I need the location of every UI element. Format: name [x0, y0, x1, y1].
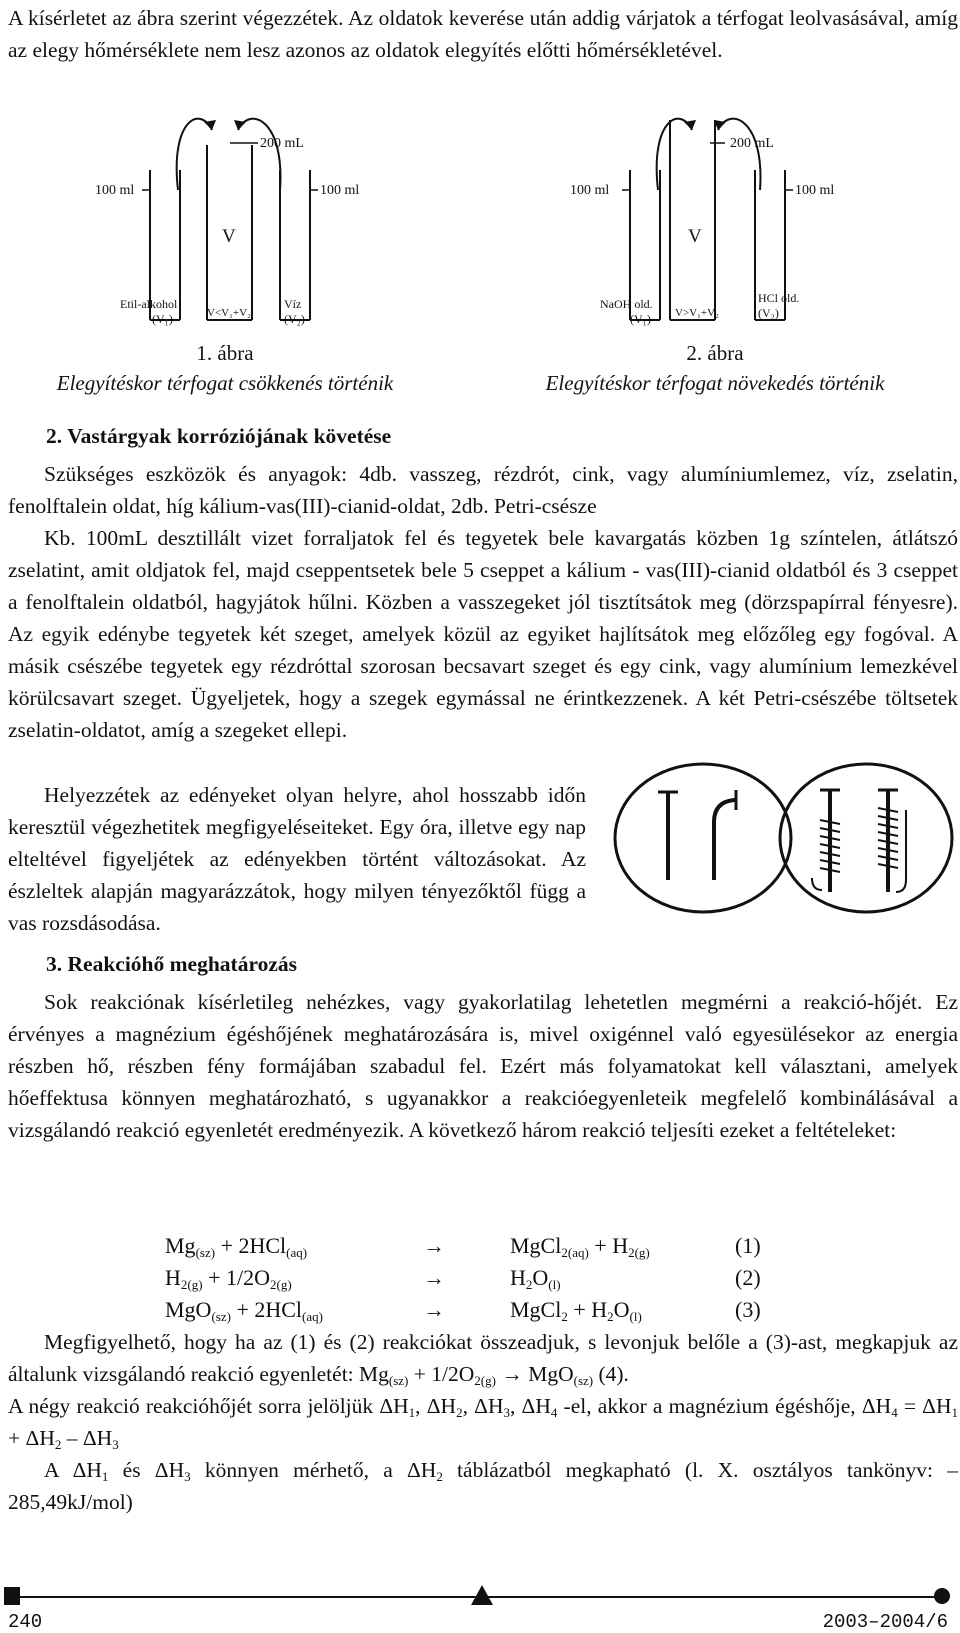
petri-dish-right [780, 764, 952, 912]
zinc-wrapped-nail [878, 790, 906, 892]
eq2-arrow: → [423, 1265, 445, 1290]
eq1-arrow: → [423, 1233, 445, 1258]
pour-arrow-left [657, 119, 692, 190]
eq3-rhs: MgCl$_2$ + $H_2O_{(l)}$ [510, 1297, 642, 1324]
fig2-bottom-right-1: HCl old. [758, 291, 800, 305]
petri-dish-left [615, 764, 791, 912]
fig2-caption-text: Elegyítéskor térfogat növekedés történik [545, 371, 885, 395]
fig2-bottom-left-1: NaOH old. [600, 297, 653, 311]
fig1-top-label: 200 mL [260, 136, 304, 151]
eq3-number: (3) [735, 1297, 761, 1322]
figure-1-diagram [80, 110, 410, 340]
fig2-left-label: 100 ml [570, 183, 610, 198]
fig1-bottom-left-1: Etil-alkohol [120, 297, 178, 311]
footer-square-left [4, 1587, 20, 1605]
figure-2-diagram [560, 110, 890, 340]
eq1-lhs: $Mg_{(sz)} + 2HCl_{(aq)}$ [165, 1233, 308, 1260]
section-2-para-3: Helyezzétek az edényeket olyan helyre, ahol hosszabb időn keresztül végezhetitek megfigyeléseiteket. Egy óra, illetve egy nap elteltével figyeljétek az edényekben történt változásokat. Az észleltek alapján magyarázzátok, hogy milyen tényezőktől függ a vas rozsdásodása. [8, 783, 586, 935]
eq3-lhs: MgO$_{(sz)}$ + 2HCl$_{(aq)}$ [165, 1297, 323, 1324]
fig1-caption-text: Elegyítéskor térfogat csökkenés történik [56, 371, 394, 395]
bent-nail [714, 800, 736, 880]
section-3-para-2: Megfigyelhető, hogy ha az (1) és (2) reakciókat összeadjuk, s levonjuk belőle a (3)-ast, megkapjuk az általunk vizsgálandó reakció egyenletét: $Mg_{(sz)} + 1/2O_{2(g)} \to MgO_{(sz)}$ (4). [8, 1330, 958, 1388]
fig1-left-label: 100 ml [95, 183, 135, 198]
eq3-arrow: → [423, 1297, 445, 1322]
fig2-bottom-right-2: (V₂) [758, 306, 779, 320]
figure-1-caption [40, 338, 410, 398]
issue-label: 2003–2004/6 [822, 1611, 948, 1633]
fig2-right-label: 100 ml [795, 183, 835, 198]
section-3-title: 3. Reakcióhő meghatározás [46, 952, 298, 976]
fig2-bottom-mid: V>V₁+V₂ [675, 307, 719, 319]
eq2-number: (2) [735, 1265, 761, 1290]
section-3-para-1: Sok reakciónak kísérletileg nehézkes, vagy gyakorlatilag lehetetlen megmérni a reakció-hőjét. Ez érvényes a magnézium égéshőjének meghatározására is, mivel oxigénnel való egyesülésekor az energia részben hő, részben fény formájában szabadul fel. Ezért más folyamatokat kell választani, amelyek hőeffektusa könnyen meghatározható, s ugyanakkor a reakcióegyenleteik megfelelő kombinálásával a vizsgálandó reakció egyenletét eredményezik. A következő három reakció teljesíti ezeket a feltételeket: [8, 990, 958, 1142]
fig1-center-label: V [222, 226, 236, 247]
pour-arrow-right [238, 119, 280, 190]
fig2-center-label: V [688, 226, 702, 247]
section-3-para-3: A négy reakció reakcióhőjét sorra jelöljük $\Delta H_1$, $\Delta H_2$, $\Delta H_3$, $\Delta H_4$ -el, akkor a magnézium égéshője, $\Delta H_4 = \Delta H_1 + \Delta H_2 - \Delta H_3$ [8, 1394, 959, 1452]
fig1-bottom-mid: V<V₁+V₂ [207, 307, 251, 319]
footer-dot-right [934, 1588, 950, 1604]
intro-paragraph: A kísérletet az ábra szerint végezzétek. Az oldatok keverése után addig várjatok a térfogat leolvasásával, amíg az elegy hőmérséklete nem lesz azonos az oldatok elegyítés előtti hőmérsékletével. [8, 6, 958, 62]
figure-2-caption [515, 338, 915, 398]
page-footer [0, 1575, 960, 1633]
copper-wrapped-nail [812, 790, 840, 892]
section-3-para-4: A $\Delta H_1$ és $\Delta H_3$ könnyen mérhető, a $\Delta H_2$ táblázatból megkapható (l. X. osztályos tankönyv: – 285,49kJ/mol) [8, 1458, 958, 1514]
section-2-para-2: Kb. 100mL desztillált vizet forraljatok fel és tegyetek bele kavargatás közben 1g színtelen, átlátszó zselatint, amit oldjatok fel, majd cseppentsetek bele 5 cseppet a kálium - vas(III)-cianid oldatból és 3 cseppet a fenolftalein oldatból, hagyjátok hűlni. Közben a vasszegeket jól tisztítsátok meg (dörzspapírral fényesre). Az egyik edénybe tegyetek két szeget, amelyek közül az egyiket hajlítsátok meg előzőleg egy fogóval. A másik csészébe tegyetek egy rézdróttal szorosan becsavart szeget és egy cink, vagy alumínium lemezkével körülcsavart szeget. Ügyeljetek, hogy a szegek egymással ne érintkezzenek. A két Petri-csészébe töltsetek zselatin-oldatot, amíg a szegeket ellepi. [8, 526, 958, 742]
fig2-top-label: 200 mL [730, 136, 774, 151]
eq2-lhs: $H_{2(g)} + 1/2O_{2(g)}$ [165, 1265, 292, 1292]
fig1-bottom-left-2: (V₁) [152, 312, 173, 326]
fig1-bottom-right-1: Víz [284, 297, 302, 311]
page-number: 240 [8, 1611, 43, 1633]
eq2-rhs: $H_2O_{(l)}$ [510, 1265, 561, 1292]
eq1-rhs: MgCl$_{2(aq)}$ + $H_{2(g)}$ [510, 1233, 650, 1260]
fig2-bottom-left-2: (V₁) [630, 312, 651, 326]
petri-dish-illustration [608, 758, 958, 918]
fig1-right-label: 100 ml [320, 183, 360, 198]
fig2-caption-num: 2. ábra [686, 341, 744, 365]
section-2-para-1: Szükséges eszközök és anyagok: 4db. vasszeg, rézdrót, cink, vagy alumíniumlemez, víz, zselatin, fenolftalein oldat, híg kálium-vas(III)-cianid-oldat, 2db. Petri-csésze [8, 462, 958, 518]
fig1-caption-num: 1. ábra [196, 341, 254, 365]
section-2-title: 2. Vastárgyak korróziójának követése [46, 424, 392, 448]
eq1-number: (1) [735, 1233, 761, 1258]
fig1-bottom-right-2: (V₂) [284, 312, 305, 326]
footer-triangle [471, 1585, 493, 1605]
